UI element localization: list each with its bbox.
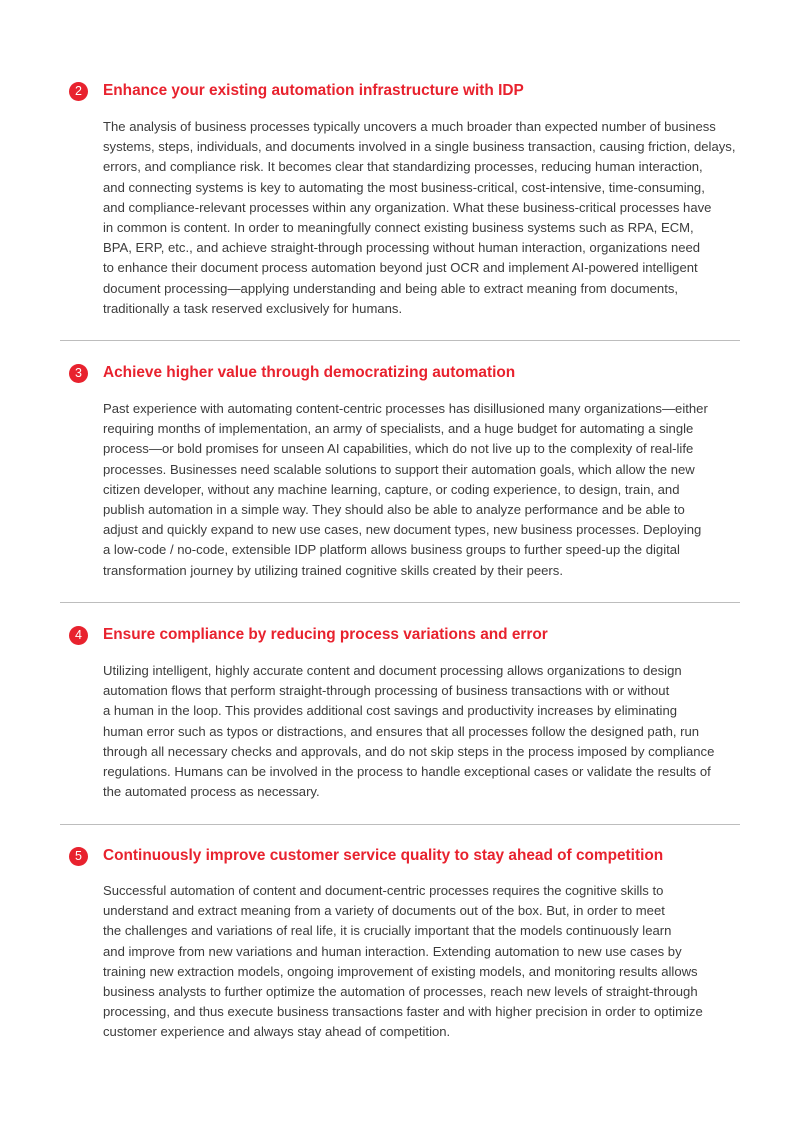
section-heading-row [69, 845, 663, 867]
body-line: and compliance-relevant processes within any organization. What these business-critical processes have [103, 199, 712, 215]
body-line: Past experience with automating content-centric processes has disillusioned many organizations—either [103, 401, 708, 416]
body-line: errors, and compliance risk. It becomes clear that standardizing processes, reducing human interaction, [103, 159, 703, 175]
section-heading: Achieve higher value through democratizing automation [103, 364, 516, 381]
section-heading: Ensure compliance by reducing process variations and error [103, 626, 548, 643]
section-heading: Continuously improve customer service quality to stay ahead of competition [103, 847, 664, 864]
section-heading-row [69, 624, 548, 646]
body-line: processing, and thus execute business transactions faster and with higher precision in order to optimize [103, 1004, 703, 1020]
body-line: citizen developer, without any machine learning, capture, or coding experience, to design, train, and [103, 481, 680, 497]
body-line: automation flows that perform straight-through processing of business transactions with or without [103, 683, 670, 699]
body-line: a low-code / no-code, extensible IDP platform allows business groups to further speed-up the digital [103, 542, 680, 558]
body-line: requiring months of implementation, an army of specialists, and a huge budget for automating a single [103, 421, 694, 437]
body-line: the automated process as necessary. [103, 784, 320, 800]
section-number-badge: 5 [69, 847, 88, 866]
section-body [103, 881, 763, 1043]
body-line: transformation journey by utilizing trained cognitive skills created by their peers. [103, 562, 563, 578]
section-heading-row [69, 362, 515, 384]
section-body [103, 399, 763, 581]
body-line: to enhance their document process automation beyond just OCR and implement AI-powered intelligent [103, 260, 698, 276]
body-line: Utilizing intelligent, highly accurate content and document processing allows organizations to design [103, 663, 682, 678]
body-line: through all necessary checks and approvals, and do not skip steps in the process imposed by compliance [103, 743, 715, 759]
section-divider [60, 340, 740, 341]
body-line: adjust and quickly expand to new use cases, new document types, new business processes. Deploying [103, 522, 702, 538]
body-line: The analysis of business processes typically uncovers a much broader than expected number of business [103, 119, 716, 134]
section-body [103, 117, 763, 319]
section-number-badge: 4 [69, 626, 88, 645]
body-line: and improve from new variations and human interaction. Extending automation to new use cases by [103, 943, 682, 959]
body-line: processes. Businesses need scalable solutions to support their automation goals, which allow the new [103, 461, 695, 477]
body-line: business analysts to further optimize the automation of processes, reach new levels of straight-through [103, 983, 698, 999]
body-line: Successful automation of content and document-centric processes requires the cognitive skills to [103, 883, 664, 898]
body-line: understand and extract meaning from a variety of documents out of the box. But, in order to meet [103, 903, 665, 919]
body-line: systems, steps, individuals, and documents involved in a single business transaction, causing friction, delays, [103, 139, 736, 155]
body-line: a human in the loop. This provides additional cost savings and productivity increases by eliminating [103, 703, 678, 719]
body-line: customer experience and always stay ahead of competition. [103, 1024, 451, 1040]
body-line: the challenges and variations of real life, it is crucially important that the models continuously learn [103, 923, 672, 939]
body-line: and connecting systems is key to automating the most business-critical, cost-intensive, time-consuming, [103, 179, 705, 195]
body-line: publish automation in a simple way. They should also be able to analyze performance and be able to [103, 501, 685, 517]
body-line: in common is content. In order to meaningfully connect existing business systems such as RPA, ECM, [103, 219, 694, 235]
section-divider [60, 602, 740, 603]
body-line: regulations. Humans can be involved in the process to handle exceptional cases or validate the results of [103, 763, 711, 779]
section-body [103, 661, 763, 802]
section-number-badge: 2 [69, 82, 88, 101]
section-heading-row [69, 80, 524, 102]
body-line: human error such as typos or distractions, and ensures that all processes follow the designed path, run [103, 723, 700, 739]
body-line: process—or bold promises for unseen AI capabilities, which do not live up to the complexity of real-life [103, 441, 694, 457]
section-heading: Enhance your existing automation infrastructure with IDP [103, 82, 524, 99]
section-divider [60, 824, 740, 825]
body-line: traditionally a task reserved exclusively for humans. [103, 300, 403, 316]
section-number-badge: 3 [69, 364, 88, 383]
body-line: document processing—applying understanding and being able to extract meaning from documents, [103, 280, 679, 296]
body-line: BPA, ERP, etc., and achieve straight-through processing without human interaction, organizations need [103, 240, 701, 256]
body-line: training new extraction models, ongoing improvement of existing models, and monitoring results allows [103, 963, 698, 979]
